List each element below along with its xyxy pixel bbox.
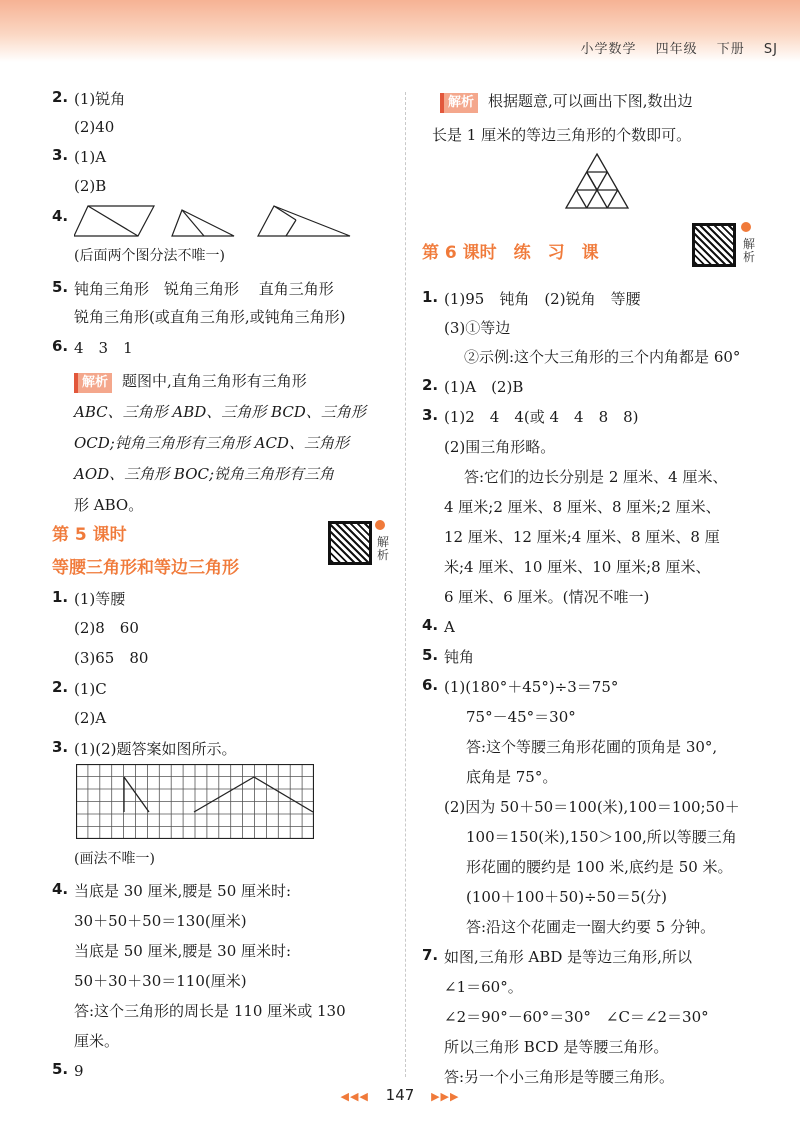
q4-number: 4. — [52, 207, 69, 225]
analysis-tag: 解析 — [74, 373, 112, 393]
q4-note: (后面两个图分法不唯一) — [74, 248, 225, 264]
right-analysis-line-2: 长是 1 厘米的等边三角形的个数即可。 — [432, 126, 692, 144]
next-arrows-icon: ▶▶▶ — [431, 1090, 460, 1103]
q6-number: 6. — [52, 337, 69, 355]
column-divider — [405, 92, 406, 1077]
qr-label: 解析 — [743, 237, 756, 264]
header-subject: 小学数学 — [580, 42, 637, 57]
play-icon — [375, 520, 385, 530]
analysis-line-3: OCD;钝角三角形有三角形 ACD、三角形 — [74, 434, 349, 452]
analysis-line-5: 形 ABO。 — [74, 496, 144, 514]
l5q4-line-4: 50＋30＋30＝110(厘米) — [74, 972, 247, 990]
header-grade: 四年级 — [655, 42, 698, 57]
r-q3-line-6: 米;4 厘米、10 厘米、10 厘米;8 厘米、 — [444, 558, 711, 576]
l5q3-number: 3. — [52, 738, 69, 756]
r-q5-answer: 钝角 — [444, 648, 475, 666]
r-q6-number: 6. — [422, 676, 439, 694]
q6-answer: 4 3 1 — [74, 339, 133, 357]
r-q7-line-3: ∠2＝90°－60°＝30° ∠C＝∠2＝30° — [444, 1008, 709, 1026]
r-q7-number: 7. — [422, 946, 439, 964]
lesson5-subtitle: 等腰三角形和等边三角形 — [52, 558, 239, 578]
page-number: 147 — [385, 1086, 415, 1104]
r-q6-line-1: (1)(180°＋45°)÷3＝75° — [444, 678, 619, 696]
q2-number: 2. — [52, 88, 69, 106]
r-q6-line-7: 形花圃的腰约是 100 米,底约是 50 米。 — [466, 858, 733, 876]
analysis-line-1: 题图中,直角三角形有三角形 — [122, 372, 307, 390]
lesson6-title: 第 6 课时 练 习 课 — [422, 243, 599, 263]
l5q4-number: 4. — [52, 880, 69, 898]
r-q6-line-6: 100＝150(米),150＞100,所以等腰三角 — [466, 828, 737, 846]
r-q1-number: 1. — [422, 288, 439, 306]
r-q2-number: 2. — [422, 376, 439, 394]
l5q3-answer: (1)(2)题答案如图所示。 — [74, 740, 237, 758]
r-q1-line-3: ②示例:这个大三角形的三个内角都是 60° — [464, 348, 741, 366]
r-q3-line-5: 12 厘米、12 厘米;4 厘米、8 厘米、8 厘 — [444, 528, 720, 546]
q5-number: 5. — [52, 278, 69, 296]
r-q1-line-2: (3)①等边 — [444, 319, 511, 337]
qr-code-icon[interactable] — [692, 223, 736, 267]
answer-grid-figure — [76, 764, 314, 839]
l5q3-note: (画法不唯一) — [74, 851, 155, 867]
prev-arrows-icon: ◀◀◀ — [340, 1090, 369, 1103]
header-volume: 下册 — [716, 42, 745, 57]
l5q4-line-5: 答:这个三角形的周长是 110 厘米或 130 — [74, 1002, 346, 1020]
r-q6-line-2: 75°－45°＝30° — [466, 708, 576, 726]
l5q4-line-1: 当底是 30 厘米,腰是 50 厘米时: — [74, 882, 292, 900]
page-footer — [0, 1086, 800, 1104]
right-analysis-line-1: 根据题意,可以画出下图,数出边 — [488, 92, 693, 110]
r-q4-answer: A — [444, 618, 455, 636]
qr-code-icon[interactable] — [328, 521, 372, 565]
right-analysis-tag: 解析 — [440, 93, 478, 113]
l5q1-answer-3: (3)65 80 — [74, 649, 149, 667]
q3-answer-2: (2)B — [74, 177, 107, 195]
r-q6-line-4: 底角是 75°。 — [466, 768, 558, 786]
l5q4-line-6: 厘米。 — [74, 1032, 120, 1050]
r-q3-line-2: (2)围三角形略。 — [444, 438, 556, 456]
l5q4-line-3: 当底是 50 厘米,腰是 30 厘米时: — [74, 942, 292, 960]
q3-number: 3. — [52, 146, 69, 164]
r-q3-line-1: (1)2 4 4(或 4 4 8 8) — [444, 408, 639, 426]
r-q6-line-3: 答:这个等腰三角形花圃的顶角是 30°, — [466, 738, 718, 756]
l5q2-answer-2: (2)A — [74, 709, 107, 727]
r-q7-line-1: 如图,三角形 ABD 是等边三角形,所以 — [444, 948, 692, 966]
r-q7-line-2: ∠1＝60°。 — [444, 978, 523, 996]
q2-answer-1: (1)锐角 — [74, 90, 126, 108]
l5q5-number: 5. — [52, 1060, 69, 1078]
q5-line-2: 锐角三角形(或直角三角形,或钝角三角形) — [74, 308, 346, 326]
l5q1-answer-1: (1)等腰 — [74, 590, 126, 608]
l5q2-number: 2. — [52, 678, 69, 696]
r-q6-line-9: 答:沿这个花圃走一圈大约要 5 分钟。 — [466, 918, 716, 936]
r-q3-number: 3. — [422, 406, 439, 424]
q3-answer-1: (1)A — [74, 148, 107, 166]
q4-figures — [74, 200, 374, 240]
l5q2-answer-1: (1)C — [74, 680, 107, 698]
triangle-figure — [564, 152, 630, 210]
r-q3-line-3: 答:它们的边长分别是 2 厘米、4 厘米、 — [464, 468, 728, 486]
r-q2-answer: (1)A (2)B — [444, 378, 524, 396]
r-q7-line-5: 答:另一个小三角形是等腰三角形。 — [444, 1068, 675, 1086]
r-q7-line-4: 所以三角形 BCD 是等腰三角形。 — [444, 1038, 669, 1056]
analysis-line-2: ABC、三角形 ABD、三角形 BCD、三角形 — [74, 403, 366, 421]
header-edition: SJ — [763, 42, 778, 57]
r-q5-number: 5. — [422, 646, 439, 664]
r-q6-line-8: (100＋100＋50)÷50＝5(分) — [466, 888, 667, 906]
r-q3-line-4: 4 厘米;2 厘米、8 厘米、8 厘米;2 厘米、 — [444, 498, 721, 516]
l5q1-number: 1. — [52, 588, 69, 606]
play-icon — [741, 222, 751, 232]
r-q1-line-1: (1)95 钝角 (2)锐角 等腰 — [444, 290, 641, 308]
q2-answer-2: (2)40 — [74, 118, 115, 136]
l5q1-answer-2: (2)8 60 — [74, 619, 139, 637]
q5-line-1: 钝角三角形 锐角三角形 直角三角形 — [74, 280, 334, 298]
l5q4-line-2: 30＋50＋50＝130(厘米) — [74, 912, 247, 930]
l5q5-answer: 9 — [74, 1062, 84, 1080]
lesson5-title: 第 5 课时 — [52, 525, 127, 545]
r-q3-line-7: 6 厘米、6 厘米。(情况不唯一) — [444, 588, 650, 606]
analysis-line-4: AOD、三角形 BOC;锐角三角形有三角 — [74, 465, 335, 483]
qr-label: 解析 — [377, 535, 390, 562]
r-q4-number: 4. — [422, 616, 439, 634]
book-header — [566, 38, 778, 57]
r-q6-line-5: (2)因为 50＋50＝100(米),100＝100;50＋ — [444, 798, 740, 816]
